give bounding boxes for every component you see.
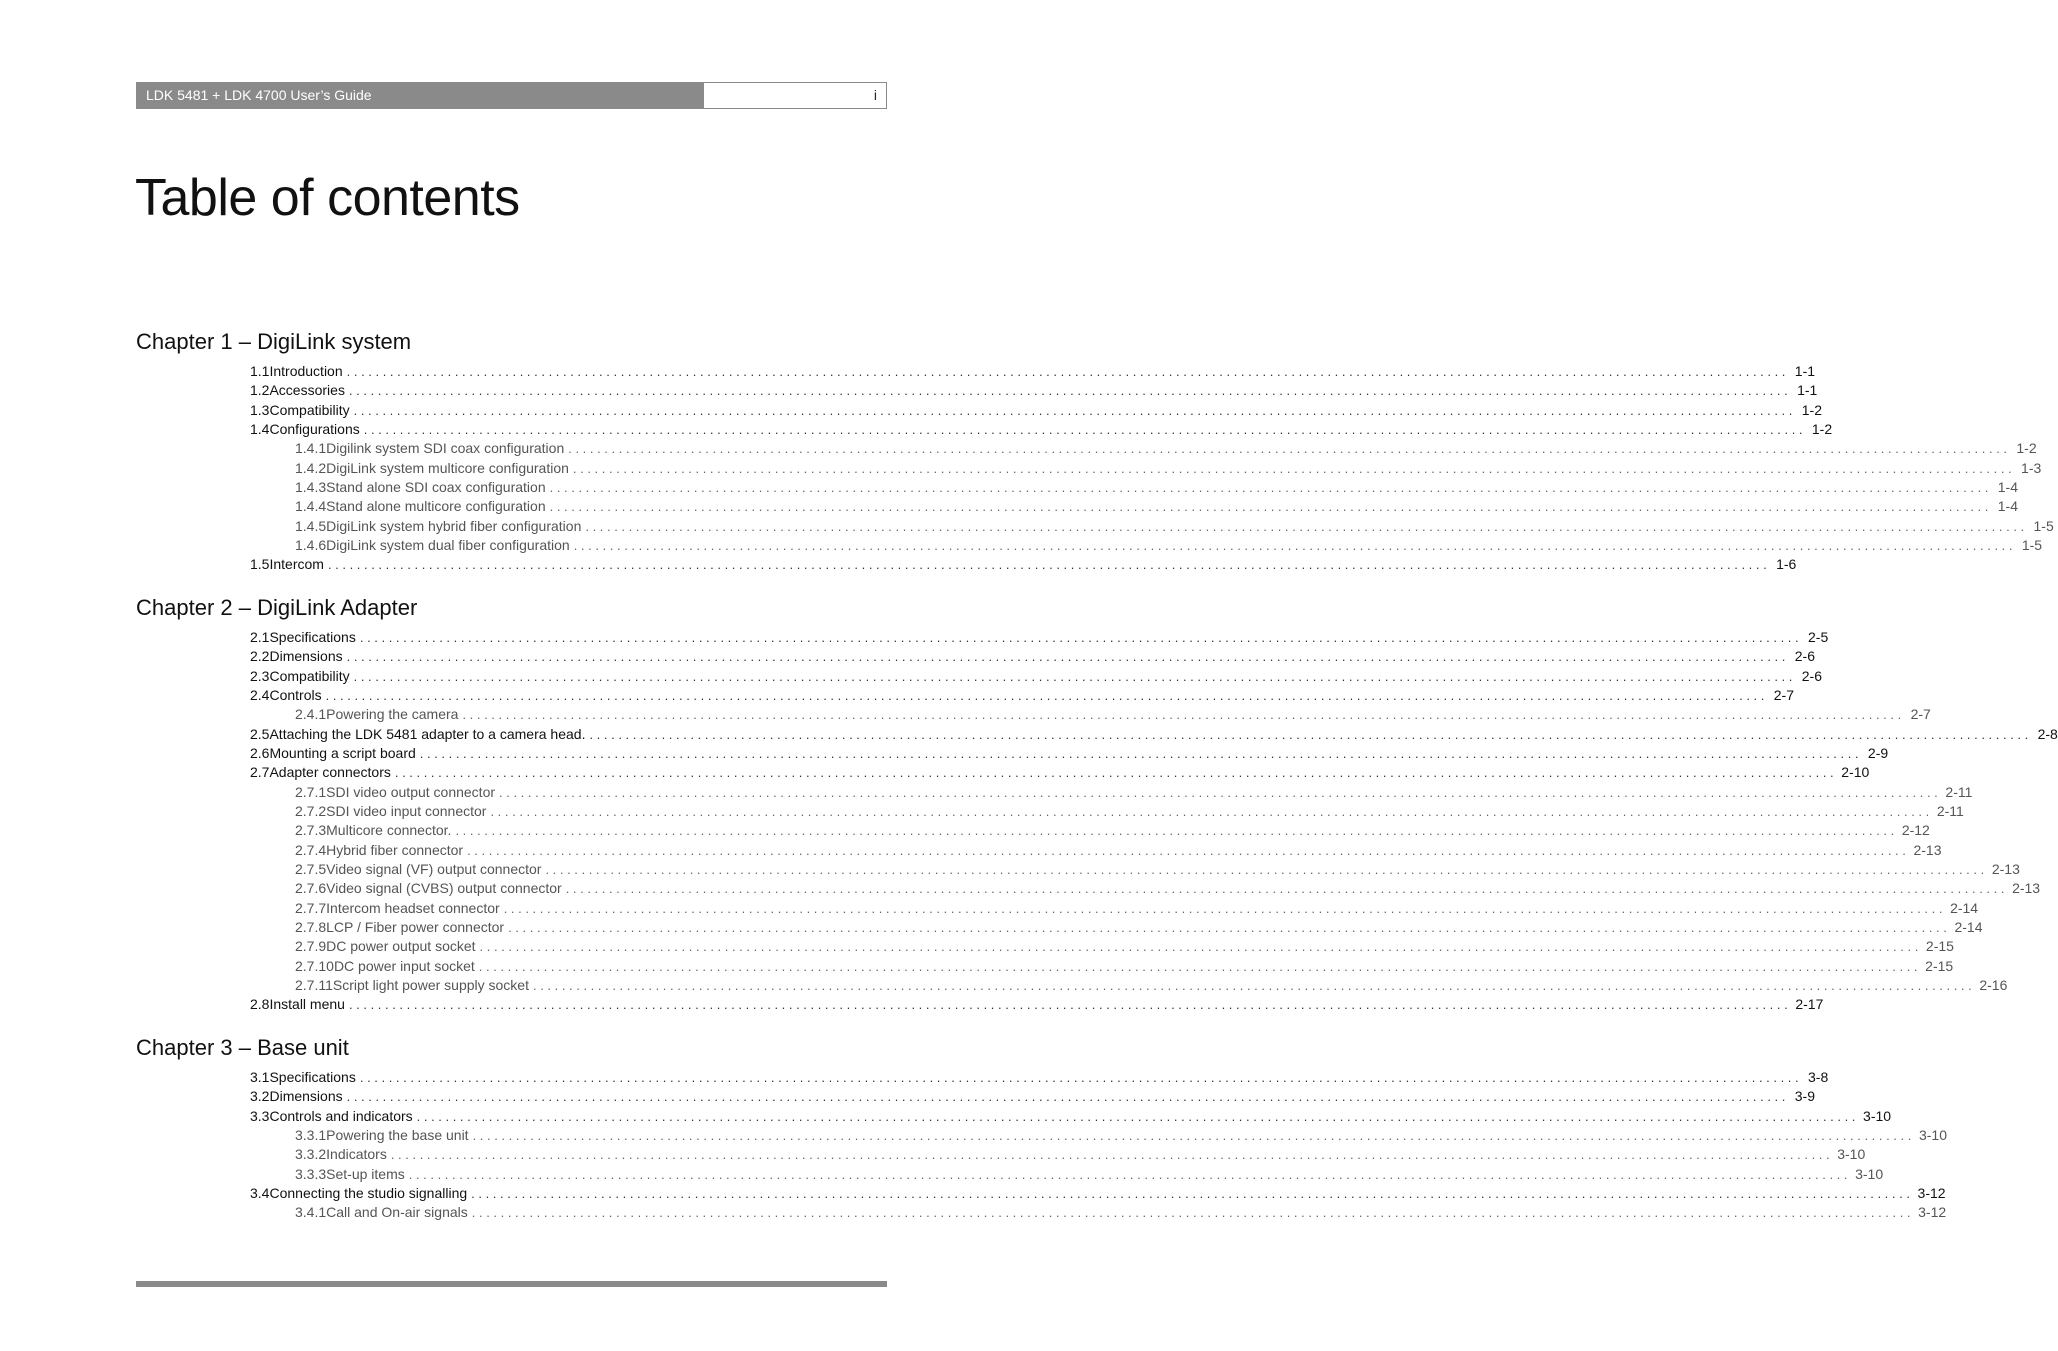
toc-entry[interactable] <box>136 744 1889 763</box>
toc-entry[interactable] <box>136 918 1983 937</box>
dot-leader: ........................................................................................................................................................................................................ <box>455 823 1898 839</box>
page-reference: 2-13 <box>2012 880 2041 897</box>
section-title: Intercom headset connector <box>326 899 500 916</box>
page-reference: 2-10 <box>1841 764 1870 781</box>
section-title: Specifications <box>269 1069 356 1085</box>
section-number: 3.3.3 <box>295 1165 327 1182</box>
dot-leader: ........................................................................................................................................................................................................ <box>589 726 2032 742</box>
page-reference: 2-7 <box>1910 706 1931 723</box>
dot-leader: ........................................................................................................................................................................................................ <box>472 1127 1915 1143</box>
section-number: 1.4.1 <box>295 440 327 457</box>
toc-entry[interactable] <box>136 686 1794 705</box>
section-title: Controls and indicators <box>269 1107 413 1124</box>
section-title: Mounting a script board <box>269 744 416 761</box>
page-reference: 3-8 <box>1808 1069 1829 1085</box>
page-reference: 3-12 <box>1918 1204 1947 1221</box>
page-reference: 2-14 <box>1950 899 1979 916</box>
section-number: 2.8 <box>250 996 270 1013</box>
section-number: 1.4.6 <box>295 536 327 553</box>
section-number: 2.5 <box>250 725 270 742</box>
section-title: DC power input socket <box>333 957 475 974</box>
toc-entry[interactable] <box>136 1145 1866 1164</box>
section-title: Stand alone SDI coax configuration <box>326 478 546 495</box>
page-reference: 2-12 <box>1901 822 1930 839</box>
page-reference: 2-17 <box>1795 996 1824 1013</box>
dot-leader: ........................................................................................................................................................................................................ <box>346 1089 1789 1105</box>
section-title: Digilink system SDI coax configuration <box>326 440 565 457</box>
dot-leader: ........................................................................................................................................................................................................ <box>325 687 1768 703</box>
section-number: 3.4.1 <box>295 1204 327 1221</box>
section-title: Multicore connector. <box>326 822 452 839</box>
section-title: Set-up items <box>326 1165 405 1182</box>
toc-entry[interactable] <box>136 995 1824 1014</box>
dot-leader: ........................................................................................................................................................................................................ <box>346 649 1789 665</box>
footer-rule <box>136 1281 887 1287</box>
section-title: Compatibility <box>269 667 350 684</box>
section-number: 3.3.1 <box>295 1126 327 1143</box>
section-title: Install menu <box>269 996 345 1013</box>
dot-leader: ........................................................................................................................................................................................................ <box>348 383 1792 399</box>
page-reference: 3-10 <box>1918 1126 1947 1143</box>
page-reference: 1-5 <box>2021 536 2043 553</box>
section-title: Indicators <box>326 1146 387 1163</box>
page-reference: 1-2 <box>2016 440 2037 457</box>
dot-leader: ........................................................................................................................................................................................................ <box>585 518 2028 534</box>
page-reference: 1-5 <box>2033 517 2054 534</box>
section-title: Script light power supply socket <box>332 976 529 993</box>
chapter-2 <box>136 595 2058 1015</box>
page-reference: 3-10 <box>1855 1165 1884 1182</box>
page-reference: 2-14 <box>1954 918 1983 935</box>
section-title: SDI video input connector <box>326 802 487 819</box>
section-number: 2.7.11 <box>295 976 333 993</box>
toc-entry[interactable] <box>136 420 1833 439</box>
section-title: Configurations <box>269 420 360 437</box>
toc-entry[interactable] <box>136 459 2042 478</box>
dot-leader: ........................................................................................................................................................................................................ <box>327 557 1771 573</box>
page-reference: 2-16 <box>1979 976 2008 993</box>
page-reference: 2-13 <box>1991 860 2020 877</box>
page-reference: 2-15 <box>1925 938 1954 955</box>
toc-entry[interactable] <box>136 439 2037 458</box>
dot-leader: ........................................................................................................................................................................................................ <box>478 958 1922 974</box>
section-title: Video signal (VF) output connector <box>326 860 542 877</box>
page-reference: 1-6 <box>1776 556 1797 573</box>
dot-leader: ........................................................................................................................................................................................................ <box>565 881 2009 897</box>
page-reference: 1-1 <box>1797 382 1818 399</box>
toc-entry[interactable] <box>136 647 1815 666</box>
chapter-heading: Chapter 1 – DigiLink system <box>136 329 412 354</box>
section-number: 1.4.2 <box>295 459 327 476</box>
page-reference: 2-7 <box>1773 686 1794 703</box>
section-title: DigiLink system multicore configuration <box>326 459 569 476</box>
section-number: 3.3.2 <box>295 1146 327 1163</box>
dot-leader: ........................................................................................................................................................................................................ <box>359 630 1803 645</box>
section-number: 1.4.3 <box>295 478 327 495</box>
section-title: Stand alone multicore configuration <box>326 498 546 515</box>
toc-entry[interactable] <box>136 1165 1884 1184</box>
page-reference: 1-4 <box>1997 498 2018 515</box>
section-number: 1.4.4 <box>295 498 327 515</box>
page-reference: 3-10 <box>1837 1146 1866 1163</box>
section-number: 2.4.1 <box>295 706 327 723</box>
dot-leader: ........................................................................................................................................................................................................ <box>394 765 1838 781</box>
section-title: Hybrid fiber connector <box>326 841 464 858</box>
dot-leader: ........................................................................................................................................................................................................ <box>348 997 1792 1013</box>
dot-leader: ........................................................................................................................................................................................................ <box>346 364 1790 379</box>
section-number: 1.3 <box>250 401 270 418</box>
section-title: Powering the camera <box>326 706 459 723</box>
chapter-heading: Chapter 3 – Base unit <box>136 1035 349 1060</box>
section-number: 2.7.7 <box>295 899 327 916</box>
section-title: Powering the base unit <box>326 1126 469 1143</box>
page-reference: 1-3 <box>2021 459 2042 476</box>
toc-entry[interactable] <box>136 628 1829 647</box>
dot-leader: ........................................................................................................................................................................................................ <box>573 537 2017 553</box>
dot-leader: ........................................................................................................................................................................................................ <box>508 919 1951 935</box>
section-number: 2.7.2 <box>295 802 327 819</box>
section-title: Intercom <box>269 556 324 573</box>
dot-leader: ........................................................................................................................................................................................................ <box>408 1166 1852 1182</box>
section-title: Adapter connectors <box>269 764 391 781</box>
toc-entry[interactable] <box>136 705 1931 724</box>
dot-leader: ........................................................................................................................................................................................................ <box>467 842 1910 858</box>
section-number: 2.6 <box>250 744 270 761</box>
section-number: 2.7 <box>250 764 270 781</box>
section-title: Connecting the studio signalling <box>269 1184 468 1201</box>
toc-entry[interactable] <box>136 555 1797 574</box>
section-title: Accessories <box>269 382 345 399</box>
toc-entry[interactable] <box>136 478 2018 497</box>
chapter-heading: Chapter 2 – DigiLink Adapter <box>136 595 418 620</box>
section-number: 2.7.6 <box>295 880 327 897</box>
dot-leader: ........................................................................................................................................................................................................ <box>416 1108 1860 1124</box>
toc-entry[interactable] <box>136 802 1964 821</box>
page-reference: 2-11 <box>1945 783 1973 800</box>
page-reference: 2-8 <box>2037 725 2058 742</box>
section-title: Dimensions <box>269 1088 343 1105</box>
page-reference: 3-9 <box>1794 1088 1815 1105</box>
section-number: 3.4 <box>250 1184 270 1201</box>
toc-entry[interactable] <box>136 763 1870 782</box>
page-reference: 2-15 <box>1925 957 1954 974</box>
dot-leader: ........................................................................................................................................................................................................ <box>390 1147 1834 1163</box>
page-reference: 2-11 <box>1936 802 1964 819</box>
dot-leader: ........................................................................................................................................................................................................ <box>353 668 1796 684</box>
toc-entry[interactable] <box>136 976 2008 995</box>
page-reference: 3-10 <box>1863 1107 1892 1124</box>
toc-list <box>136 1068 1947 1223</box>
section-number: 3.2 <box>250 1088 270 1105</box>
section-number: 2.1 <box>250 629 270 645</box>
toc-entry[interactable] <box>136 401 1822 420</box>
section-title: Call and On-air signals <box>326 1204 468 1221</box>
page-reference: 2-6 <box>1801 667 1822 684</box>
toc-entry[interactable] <box>136 841 1942 860</box>
toc-entry[interactable] <box>136 1203 1947 1222</box>
section-number: 2.7.9 <box>295 938 327 955</box>
running-header <box>136 82 887 109</box>
dot-leader: ........................................................................................................................................................................................................ <box>572 460 2016 476</box>
toc-entry[interactable] <box>136 381 1818 400</box>
dot-leader: ........................................................................................................................................................................................................ <box>479 939 1922 955</box>
toc-entry[interactable] <box>136 1184 1946 1203</box>
page-reference: 2-9 <box>1867 744 1889 761</box>
dot-leader: ........................................................................................................................................................................................................ <box>499 784 1942 800</box>
section-title: Introduction <box>269 363 343 379</box>
toc-list <box>136 362 2054 575</box>
toc-entry[interactable] <box>136 1107 1892 1126</box>
section-number: 2.2 <box>250 648 270 665</box>
section-number: 1.2 <box>250 382 270 399</box>
dot-leader: ........................................................................................................................................................................................................ <box>462 707 1905 723</box>
dot-leader: ........................................................................................................................................................................................................ <box>549 499 1992 515</box>
page-reference: 1-1 <box>1794 363 1816 379</box>
toc-entry[interactable] <box>136 860 2020 879</box>
section-number: 1.5 <box>250 556 270 573</box>
section-number: 1.4.5 <box>295 517 327 534</box>
section-title: Dimensions <box>269 648 343 665</box>
page-title: Table of contents <box>135 169 520 227</box>
document-title: LDK 5481 + LDK 4700 User’s Guide <box>136 82 704 109</box>
section-title: Compatibility <box>269 401 350 418</box>
dot-leader: ........................................................................................................................................................................................................ <box>549 479 1992 495</box>
toc-entry[interactable] <box>136 517 2054 536</box>
section-number: 2.4 <box>250 686 270 703</box>
section-title: DC power output socket <box>326 938 476 955</box>
chapter-1 <box>136 329 2054 575</box>
toc-entry[interactable] <box>136 899 1979 918</box>
section-title: DigiLink system hybrid fiber configuration <box>326 517 582 534</box>
page-reference: 3-12 <box>1917 1184 1946 1201</box>
section-number: 2.3 <box>250 667 270 684</box>
toc-entry[interactable] <box>136 1126 1947 1145</box>
toc-entry[interactable] <box>136 783 1973 802</box>
section-number: 2.7.5 <box>295 860 327 877</box>
toc-list <box>136 628 2058 1015</box>
dot-leader: ........................................................................................................................................................................................................ <box>471 1185 1914 1201</box>
section-title: SDI video output connector <box>326 783 496 800</box>
dot-leader: ........................................................................................................................................................................................................ <box>532 977 1976 993</box>
page-number: i <box>704 82 887 109</box>
section-number: 1.4 <box>250 420 270 437</box>
toc-entry[interactable] <box>136 937 1954 956</box>
dot-leader: ........................................................................................................................................................................................................ <box>363 421 1807 437</box>
toc-entry[interactable] <box>136 725 2058 744</box>
dot-leader: ........................................................................................................................................................................................................ <box>359 1070 1803 1085</box>
section-title: Specifications <box>269 629 356 645</box>
page-reference: 2-5 <box>1808 629 1829 645</box>
dot-leader: ........................................................................................................................................................................................................ <box>353 402 1796 418</box>
chapter-3 <box>136 1035 1947 1223</box>
dot-leader: ........................................................................................................................................................................................................ <box>471 1205 1915 1221</box>
section-title: Controls <box>269 686 322 703</box>
page-reference: 2-13 <box>1913 841 1942 858</box>
section-number: 2.7.4 <box>295 841 327 858</box>
page-reference: 1-2 <box>1811 420 1833 437</box>
section-number: 3.1 <box>250 1069 270 1085</box>
toc-entry[interactable] <box>136 821 1930 840</box>
section-title: Attaching the LDK 5481 adapter to a camera head. <box>269 725 586 742</box>
dot-leader: ........................................................................................................................................................................................................ <box>545 861 1988 877</box>
dot-leader: ........................................................................................................................................................................................................ <box>419 745 1863 761</box>
section-title: Video signal (CVBS) output connector <box>326 880 562 897</box>
toc-entry[interactable] <box>136 536 2043 555</box>
section-number: 1.1 <box>250 363 270 379</box>
toc-entry[interactable] <box>136 957 1954 976</box>
section-title: DigiLink system dual fiber configuration <box>326 536 570 553</box>
section-number: 2.7.3 <box>295 822 327 839</box>
toc-entry[interactable] <box>136 879 2041 898</box>
dot-leader: ........................................................................................................................................................................................................ <box>490 803 1933 819</box>
section-number: 2.7.1 <box>295 783 327 800</box>
section-number: 3.3 <box>250 1107 270 1124</box>
toc-entry[interactable] <box>136 497 2018 516</box>
dot-leader: ........................................................................................................................................................................................................ <box>503 900 1947 916</box>
toc-entry[interactable] <box>136 1087 1815 1106</box>
toc-entry[interactable] <box>136 667 1822 686</box>
dot-leader: ........................................................................................................................................................................................................ <box>568 441 2011 457</box>
page-reference: 2-6 <box>1794 648 1815 665</box>
section-number: 2.7.8 <box>295 918 327 935</box>
page-reference: 1-2 <box>1801 401 1822 418</box>
toc-entry[interactable] <box>136 362 1816 381</box>
section-title: LCP / Fiber power connector <box>326 918 505 935</box>
page-reference: 1-4 <box>1997 478 2018 495</box>
toc-entry[interactable] <box>136 1068 1829 1087</box>
section-number: 2.7.10 <box>295 957 334 974</box>
